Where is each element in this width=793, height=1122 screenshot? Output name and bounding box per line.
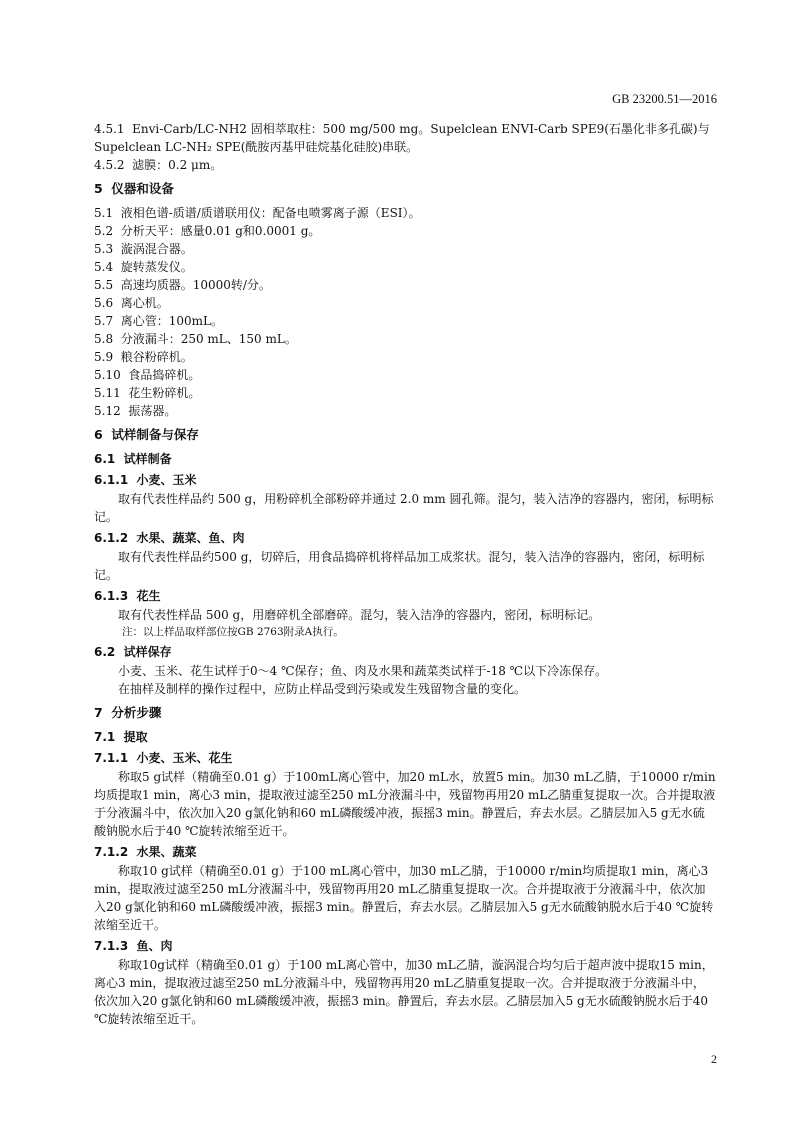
subsection-heading: 6.1.2 水果、蔬菜、鱼、肉	[94, 531, 245, 545]
paragraph: 5.4 旋转蒸发仪。	[94, 260, 193, 274]
paragraph: 5.10 食品捣碎机。	[94, 368, 201, 382]
paragraph: 5.11 花生粉碎机。	[94, 386, 201, 400]
paragraph: 5.2 分析天平：感量0.01 g和0.0001 g。	[94, 224, 321, 238]
paragraph: 称取10g试样（精确至0.01 g）于100 mL离心管中，加30 mL乙腈，漩涡混合均匀后于超声波中提取15 min，离心3 min，提取液过滤至250 mL分液漏斗中，残留物再用20 mL乙腈重复提取一次。合并提取液于分液漏斗中，依次加入20 g氯化钠和60 mL磷酸缓冲液，振摇3 min。静置后，弃去水层。乙腈层加入5 g无水硫酸钠脱水后于40 ℃旋转浓缩至近干。	[94, 958, 714, 1026]
paragraph: 5.8 分液漏斗：250 mL、150 mL。	[94, 332, 297, 346]
subsection-heading: 7.1 提取	[94, 730, 148, 744]
note: 注：以上样品取样部位按GB 2763附录A执行。	[122, 626, 344, 638]
standard-code: GB 23200.51—2016	[612, 92, 717, 106]
document-body	[94, 120, 716, 1028]
paragraph: 小麦、玉米、花生试样于0～4 ℃保存；鱼、肉及水果和蔬菜类试样于-18 ℃以下冷冻保存。	[118, 664, 608, 678]
section-heading: 6 试样制备与保存	[94, 427, 199, 442]
paragraph: 取有代表性样品约 500 g，用粉碎机全部粉碎并通过 2.0 mm 圆孔筛。混匀，装入洁净的容器内，密闭，标明标记。	[94, 492, 714, 524]
paragraph: 5.12 振荡器。	[94, 404, 177, 418]
paragraph: 5.5 高速均质器。10000转/分。	[94, 278, 271, 292]
paragraph: 5.7 离心管：100mL。	[94, 314, 223, 328]
subsection-heading: 6.1.1 小麦、玉米	[94, 473, 197, 487]
paragraph: 5.6 离心机。	[94, 296, 169, 310]
subsection-heading: 7.1.2 水果、蔬菜	[94, 845, 197, 859]
section-heading: 5 仪器和设备	[94, 181, 174, 196]
paragraph: 取有代表性样品 500 g，用磨碎机全部磨碎。混匀，装入洁净的容器内，密闭，标明标记。	[118, 608, 601, 622]
subsection-heading: 7.1.3 鱼、肉	[94, 939, 173, 953]
paragraph: 5.1 液相色谱-质谱/质谱联用仪：配备电喷雾离子源（ESI）。	[94, 206, 421, 220]
subsection-heading: 6.1.3 花生	[94, 589, 161, 603]
paragraph: 称取10 g试样（精确至0.01 g）于100 mL离心管中，加30 mL乙腈，于10000 r/min均质提取1 min，离心3 min，提取液过滤至250 mL分液漏斗中，残留物再用20 mL乙腈重复提取一次。合并提取液于分液漏斗中，依次加入20 g氯化钠和60 mL磷酸缓冲液，振摇3 min。静置后，弃去水层。乙腈层加入5 g无水硫酸钠脱水后于40 ℃旋转浓缩至近干。	[94, 864, 714, 932]
paragraph: 称取5 g试样（精确至0.01 g）于100mL离心管中，加20 mL水，放置5 min。加30 mL乙腈，于10000 r/min均质提取1 min，离心3 min，提取液过滤至250 mL分液漏斗中，残留物再用20 mL乙腈重复提取一次。合并提取液于分液漏斗中，依次加入20 g氯化钠和60 mL磷酸缓冲液，振摇3 min。静置后，弃去水层。乙腈层加入5 g无水硫酸钠脱水后于40 ℃旋转浓缩至近干。	[94, 770, 716, 838]
paragraph: 4.5.2 滤膜：0.2 μm。	[94, 158, 223, 172]
subsection-heading: 6.1 试样制备	[94, 452, 172, 466]
paragraph: 4.5.1 Envi-Carb/LC-NH2 固相萃取柱：500 mg/500 mg。Supelclean ENVI-Carb SPE9(石墨化非多孔碳)与Supelclean LC-NH₂ SPE(酰胺丙基甲硅烷基化硅胶)串联。	[94, 122, 710, 154]
paragraph: 5.3 漩涡混合器。	[94, 242, 193, 256]
subsection-heading: 7.1.1 小麦、玉米、花生	[94, 751, 233, 765]
paragraph: 5.9 粮谷粉碎机。	[94, 350, 193, 364]
paragraph: 在抽样及制样的操作过程中，应防止样品受到污染或发生残留物含量的变化。	[118, 682, 527, 696]
section-heading: 7 分析步骤	[94, 705, 162, 720]
page-number: 2	[711, 1052, 717, 1066]
paragraph: 取有代表性样品约500 g，切碎后，用食品捣碎机将样品加工成浆状。混匀，装入洁净的容器内，密闭，标明标记。	[94, 550, 705, 582]
subsection-heading: 6.2 试样保存	[94, 645, 172, 659]
